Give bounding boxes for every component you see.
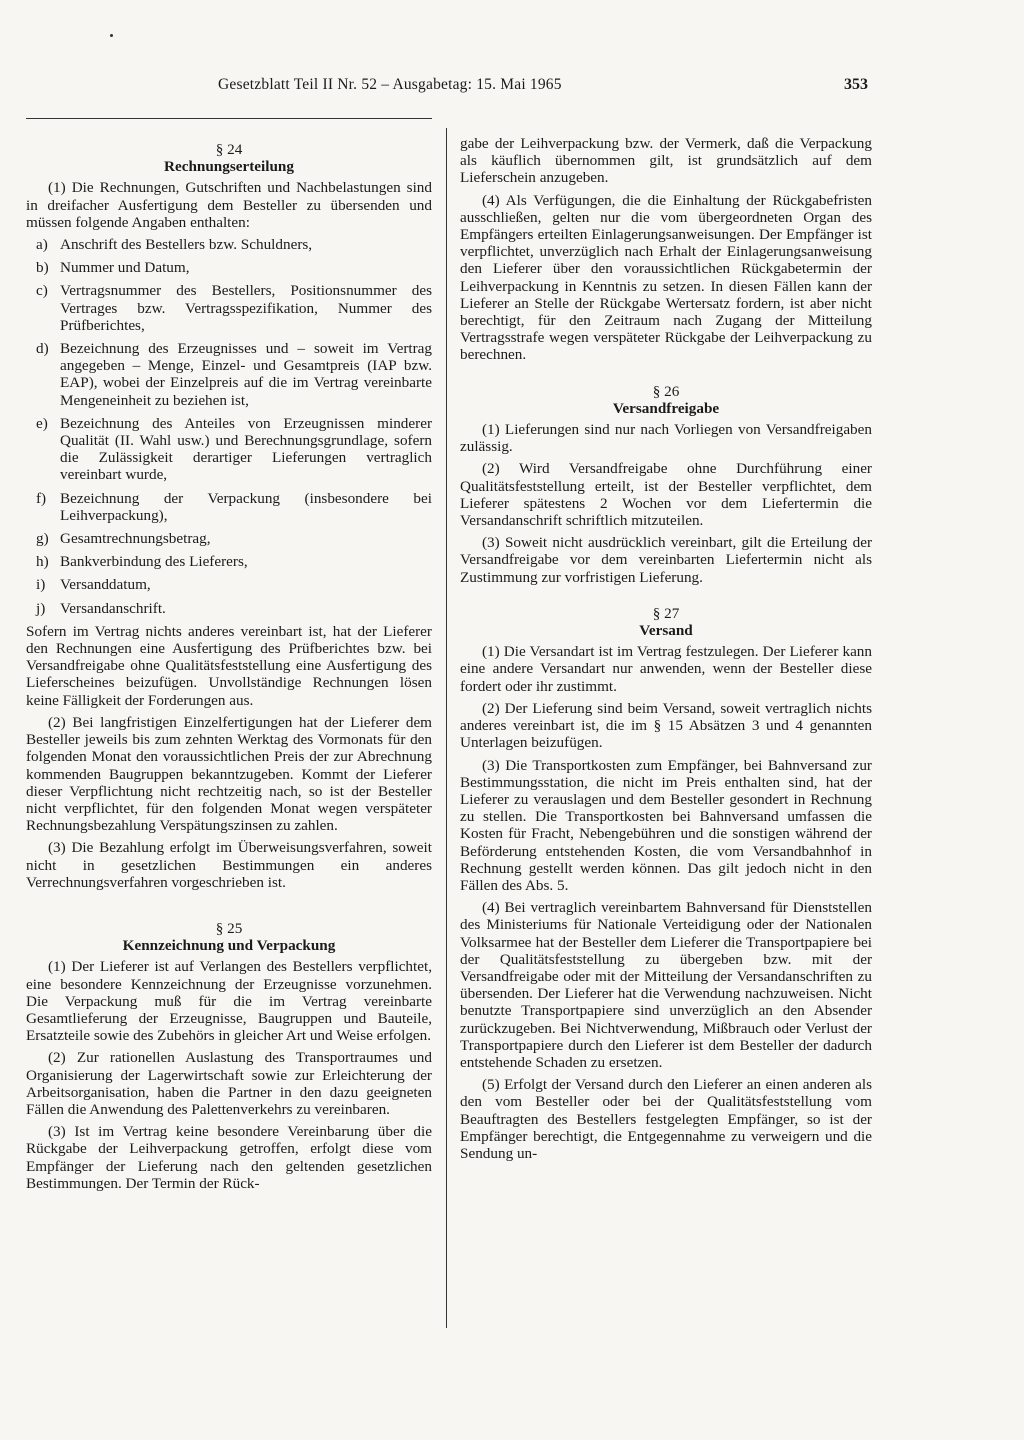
list-text: Versandanschrift.: [60, 599, 166, 617]
column-divider: [446, 128, 447, 1328]
section-27-number: § 27: [652, 604, 680, 622]
section-24-paragraph-2: (2) Bei langfristigen Einzelfertigungen hat der Lieferer dem Besteller jeweils bis zum zehnten Werktag des Vormonats für den folgenden Monat den voraussichtlichen Preis der zur Abrechnung kommenden Baugruppen bekanntzugeben. Kommt der Lieferer dieser Verpflichtung nicht rechtzeitig nach, so ist der Besteller nicht verpflichtet, für den folgenden Monat wegen verspäteter Rechnungsbezahlung Verspätungszinsen zu zahlen.: [26, 713, 432, 835]
list-text: Bezeichnung des Erzeugnisses und – soweit im Vertrag angegeben – Menge, Einzel- und Gesamtpreis (IAP bzw. EAP), wobei der Einzelpreis auf die im Vertrag vereinbarte Mengeneinheit zu beziehen ist,: [60, 340, 432, 409]
section-27-paragraph-2: (2) Der Lieferung sind beim Versand, soweit vertraglich nichts anderes vereinbart ist, die im § 15 Absätzen 3 und 4 genannten Unterlagen beizufügen.: [460, 699, 872, 752]
page-header: [218, 76, 868, 100]
list-text: Bankverbindung des Lieferers,: [60, 553, 248, 571]
section-27-heading: Versand: [639, 622, 693, 640]
list-label: a): [36, 236, 48, 254]
section-26-paragraph-2: (2) Wird Versandfreigabe ohne Durchführung einer Qualitätsfeststellung erteilt, ist der Besteller verpflichtet, dem Lieferer spätestens 2 Wochen vor dem Liefertermin die Versandanschrift schriftlich mitzuteilen.: [460, 460, 872, 530]
list-item: [26, 340, 432, 409]
section-25-paragraph-1: (1) Der Lieferer ist auf Verlangen des Bestellers verpflichtet, eine besondere Kennzeichnung der Erzeugnisse vorzunehmen. Die Verpackung muß für die im Vertrag vereinbarte Gesamtlieferung der Erzeugnisse, Baugruppen und Bauteile, Ersatzteile sowie des Zubehörs in gleicher Art und Weise erfolgen.: [26, 958, 432, 1045]
list-item: [26, 259, 432, 276]
section-27-paragraph-3: (3) Die Transportkosten zum Empfänger, bei Bahnversand zur Bestimmungsstation, die nicht im Preis enthalten sind, hat der Lieferer zu verauslagen und dem Besteller gesondert in Rechnung zu stellen. Die Transportkosten bei Bahnversand umfassen die Kosten für Fracht, Nebengebühren und die sonstigen während der Beförderung entstehenden Kosten, die vom Versandbahnhof in Rechnung gestellt werden können. Das gilt jedoch nicht in den Fällen des Abs. 5.: [460, 756, 872, 894]
section-25-paragraph-3: (3) Ist im Vertrag keine besondere Vereinbarung über die Rückgabe der Leihverpackung getroffen, erfolgt diese vom Empfänger der Lieferung nach den geltenden gesetzlichen Bestimmungen. Der Termin der Rück-: [26, 1123, 432, 1192]
list-label: c): [36, 282, 48, 300]
list-item: [26, 576, 432, 593]
list-item: [26, 282, 432, 334]
list-item: [26, 553, 432, 570]
list-text: Anschrift des Bestellers bzw. Schuldners,: [60, 236, 313, 254]
section-26-number: § 26: [652, 382, 680, 400]
list-text: Gesamtrechnungsbetrag,: [60, 530, 211, 548]
section-27-paragraph-5: (5) Erfolgt der Versand durch den Lieferer an einen anderen als den vom Besteller oder bei der Qualitätsfeststellung vom Beauftragten des Bestellers festgelegten Empfänger, so ist der Empfänger berechtigt, die Entgegennahme zu verweigern und die Sendung un-: [460, 1076, 872, 1162]
section-25-paragraph-3-continued: gabe der Leihverpackung bzw. der Vermerk, daß die Verpackung als käuflich übernommen gilt, ist grundsätzlich auf dem Lieferschein anzugeben.: [460, 135, 872, 187]
section-26-heading: Versandfreigabe: [612, 399, 720, 417]
list-item: [26, 490, 432, 524]
list-text: Bezeichnung der Verpackung (insbesondere bei Leihverpackung),: [60, 489, 432, 524]
spacer: [460, 591, 872, 605]
speck-mark: [110, 34, 113, 37]
list-item: [26, 236, 432, 253]
spacer: [460, 369, 872, 383]
section-24-paragraph-3: (3) Die Bezahlung erfolgt im Überweisungsverfahren, soweit nicht in gesetzlichen Bestimmungen ein anderes Verrechnungsverfahren vorgeschrieben ist.: [26, 839, 432, 891]
header-rule: [26, 118, 432, 119]
list-label: e): [36, 414, 48, 432]
spacer: [26, 896, 432, 920]
list-text: Vertragsnummer des Bestellers, Positionsnummer des Vertrages bzw. Vertragsspezifikation, Nummer des Prüfberichtes,: [60, 282, 432, 334]
section-24-paragraph-1b: Sofern im Vertrag nichts anderes vereinbart ist, hat der Lieferer den Rechnungen eine Ausfertigung des Prüfberichtes bzw. bei Versandfreigabe ohne Qualitätsfeststellung eine Ausfertigung des Lieferscheines beizufügen. Unvollständige Rechnungen lösen keine Fälligkeit der Forderungen aus.: [26, 622, 432, 709]
section-25-paragraph-2: (2) Zur rationellen Auslastung des Transportraumes und Organisierung der Lagerwirtschaft sowie zur Erleichterung der Arbeitsorganisation, haben die Partner in den dazu geeigneten Fällen die Anwendung des Palettenverkehrs zu vereinbaren.: [26, 1049, 432, 1118]
right-column: [460, 135, 872, 1167]
section-26-paragraph-1: (1) Lieferungen sind nur nach Vorliegen von Versandfreigaben zulässig.: [460, 421, 872, 456]
list-item: [26, 600, 432, 617]
list-label: h): [36, 553, 49, 571]
list-label: d): [36, 340, 49, 358]
list-text: Versanddatum,: [60, 576, 151, 594]
list-text: Nummer und Datum,: [60, 259, 190, 277]
section-25-paragraph-4: (4) Als Verfügungen, die die Einhaltung der Rückgabefristen ausschließen, gelten nur die vom übergeordneten Organ des Empfängers erteilten Einlagerungsanweisungen. Der Empfänger ist verpflichtet, unverzüglich nach Erhalt der Einlagerungsanweisung den Lieferer über den voraussichtlichen Rückgabetermin der Leihverpackung in Kenntnis zu setzen. In diesen Fällen kann der Lieferer an Stelle der Rückgabe Wertersatz fordern, ist aber nicht berechtigt, für den Zeitraum nach Zugang der Mitteilung Vertragsstrafe wegen verspäteter Rückgabe der Leihverpackung zu berechnen.: [460, 191, 872, 364]
section-24-number: § 24: [215, 141, 243, 158]
list-label: i): [36, 576, 46, 594]
list-item: [26, 415, 432, 484]
section-27-paragraph-1: (1) Die Versandart ist im Vertrag festzulegen. Der Lieferer kann eine andere Versandart nur anwenden, wenn der Besteller diese fordert oder ihr zustimmt.: [460, 643, 872, 695]
section-24-heading: Rechnungserteilung: [164, 158, 294, 176]
section-24-paragraph-1: (1) Die Rechnungen, Gutschriften und Nachbelastungen sind in dreifacher Ausfertigung dem Besteller zu übersenden und müssen folgende Angaben enthalten:: [26, 179, 432, 231]
page-number: 353: [844, 76, 868, 93]
left-column: [26, 141, 432, 1197]
list-text: Bezeichnung des Anteiles von Erzeugnissen minderer Qualität (II. Wahl usw.) und Berechnungsgrundlage, sofern die Zulässigkeit derartiger Lieferungen vertraglich vereinbart wurde,: [60, 414, 432, 484]
section-25-number: § 25: [215, 919, 243, 937]
list-item: [26, 530, 432, 547]
section-25-heading: Kennzeichnung und Verpackung: [122, 937, 336, 955]
section-26-paragraph-3: (3) Soweit nicht ausdrücklich vereinbart, gilt die Erteilung der Versandfreigabe vor dem vereinbarten Liefertermin nicht als Zustimmung zur vorfristigen Lieferung.: [460, 534, 872, 586]
list-label: b): [36, 259, 49, 277]
list-label: g): [36, 530, 49, 548]
header-title: Gesetzblatt Teil II Nr. 52 – Ausgabetag: 15. Mai 1965: [218, 76, 562, 93]
list-label: j): [36, 599, 46, 617]
list-label: f): [36, 489, 47, 507]
section-27-paragraph-4: (4) Bei vertraglich vereinbartem Bahnversand für Dienststellen des Ministeriums für Nationale Verteidigung oder der Nationalen Volksarmee hat der Besteller dem Lieferer die Transportpapiere bei der Qualitätsfeststellung zu übergeben bzw. mit der Versandfreigabe oder mit der Mitteilung der Versandanschriften zu übersenden. Der Lieferer hat die Verwendung nachzuweisen. Nicht benutzte Transportpapiere sind unverzüglich an den Absender zurückzugeben. Bei Nichtverwendung, Mißbrauch oder Verlust der Transportpapiere durch den Lieferer ist dem Besteller der dadurch entstehende Schaden zu ersetzen.: [460, 899, 872, 1071]
